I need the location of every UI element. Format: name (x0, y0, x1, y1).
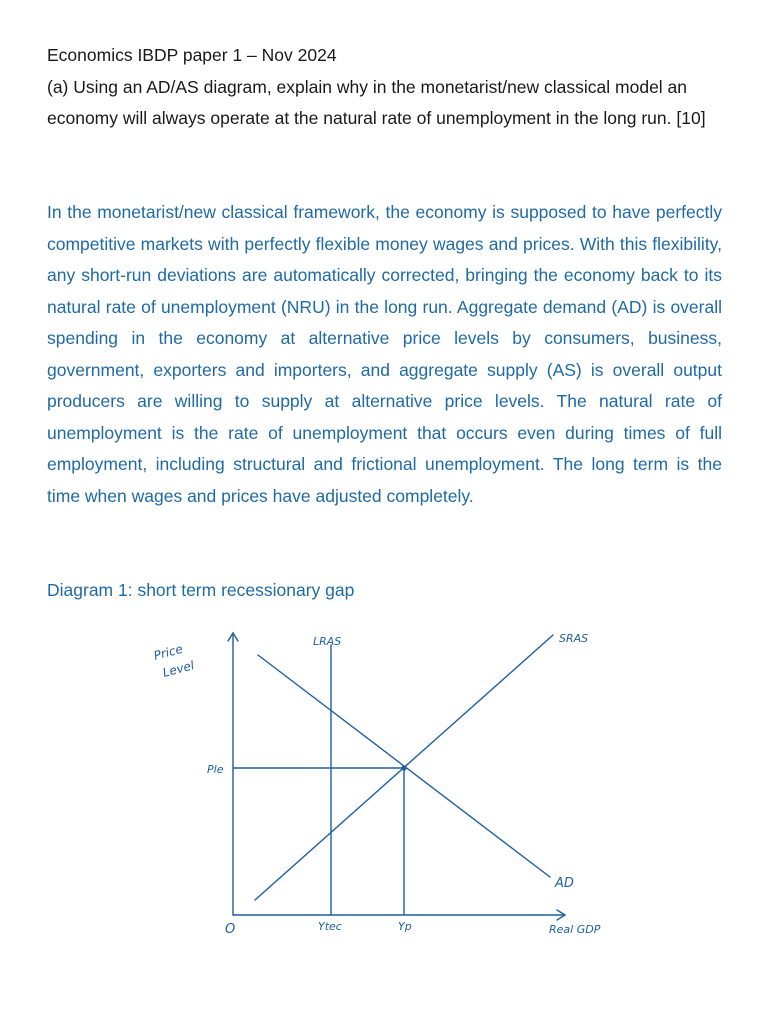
origin-label: O (225, 922, 236, 937)
question-block (47, 40, 727, 135)
ytec-label: Ytec (318, 920, 342, 933)
question-prompt: (a) Using an AD/AS diagram, explain why in the monetarist/new classical model an economy will always operate at the natural rate of unemployment in the long run. [10] (47, 76, 706, 128)
lras-label: LRAS (313, 635, 342, 648)
y-axis-label-level: Level (161, 658, 196, 680)
ad-as-diagram (145, 615, 625, 965)
price-label: Ple (207, 763, 224, 776)
x-axis-label: Real GDP (549, 923, 601, 936)
diagram-caption: Diagram 1: short term recessionary gap (47, 580, 355, 600)
yp-label: Yp (398, 920, 412, 933)
answer-paragraph: In the monetarist/new classical framework, the economy is supposed to have perfectly competitive markets with perfectly flexible money wages and prices. With this flexibility, any short-run deviations are automatically corrected, bringing the economy back to its natural rate of unemployment (NRU) in the long run. Aggregate demand (AD) is overall spending in the economy at alternative price levels by consumers, business, government, exporters and importers, and aggregate supply (AS) is overall output producers are willing to supply at alternative price levels. The natural rate of unemployment is the rate of unemployment that occurs even during times of full employment, including structural and frictional unemployment. The long term is the time when wages and prices have adjusted completely. (47, 202, 722, 506)
y-axis-label-price: Price (152, 641, 185, 663)
sras-label: SRAS (559, 632, 589, 645)
ad-label: AD (555, 876, 574, 891)
exam-title: Economics IBDP paper 1 – Nov 2024 (47, 45, 337, 65)
equilibrium-point (401, 765, 406, 770)
diagram-svg (145, 615, 625, 965)
